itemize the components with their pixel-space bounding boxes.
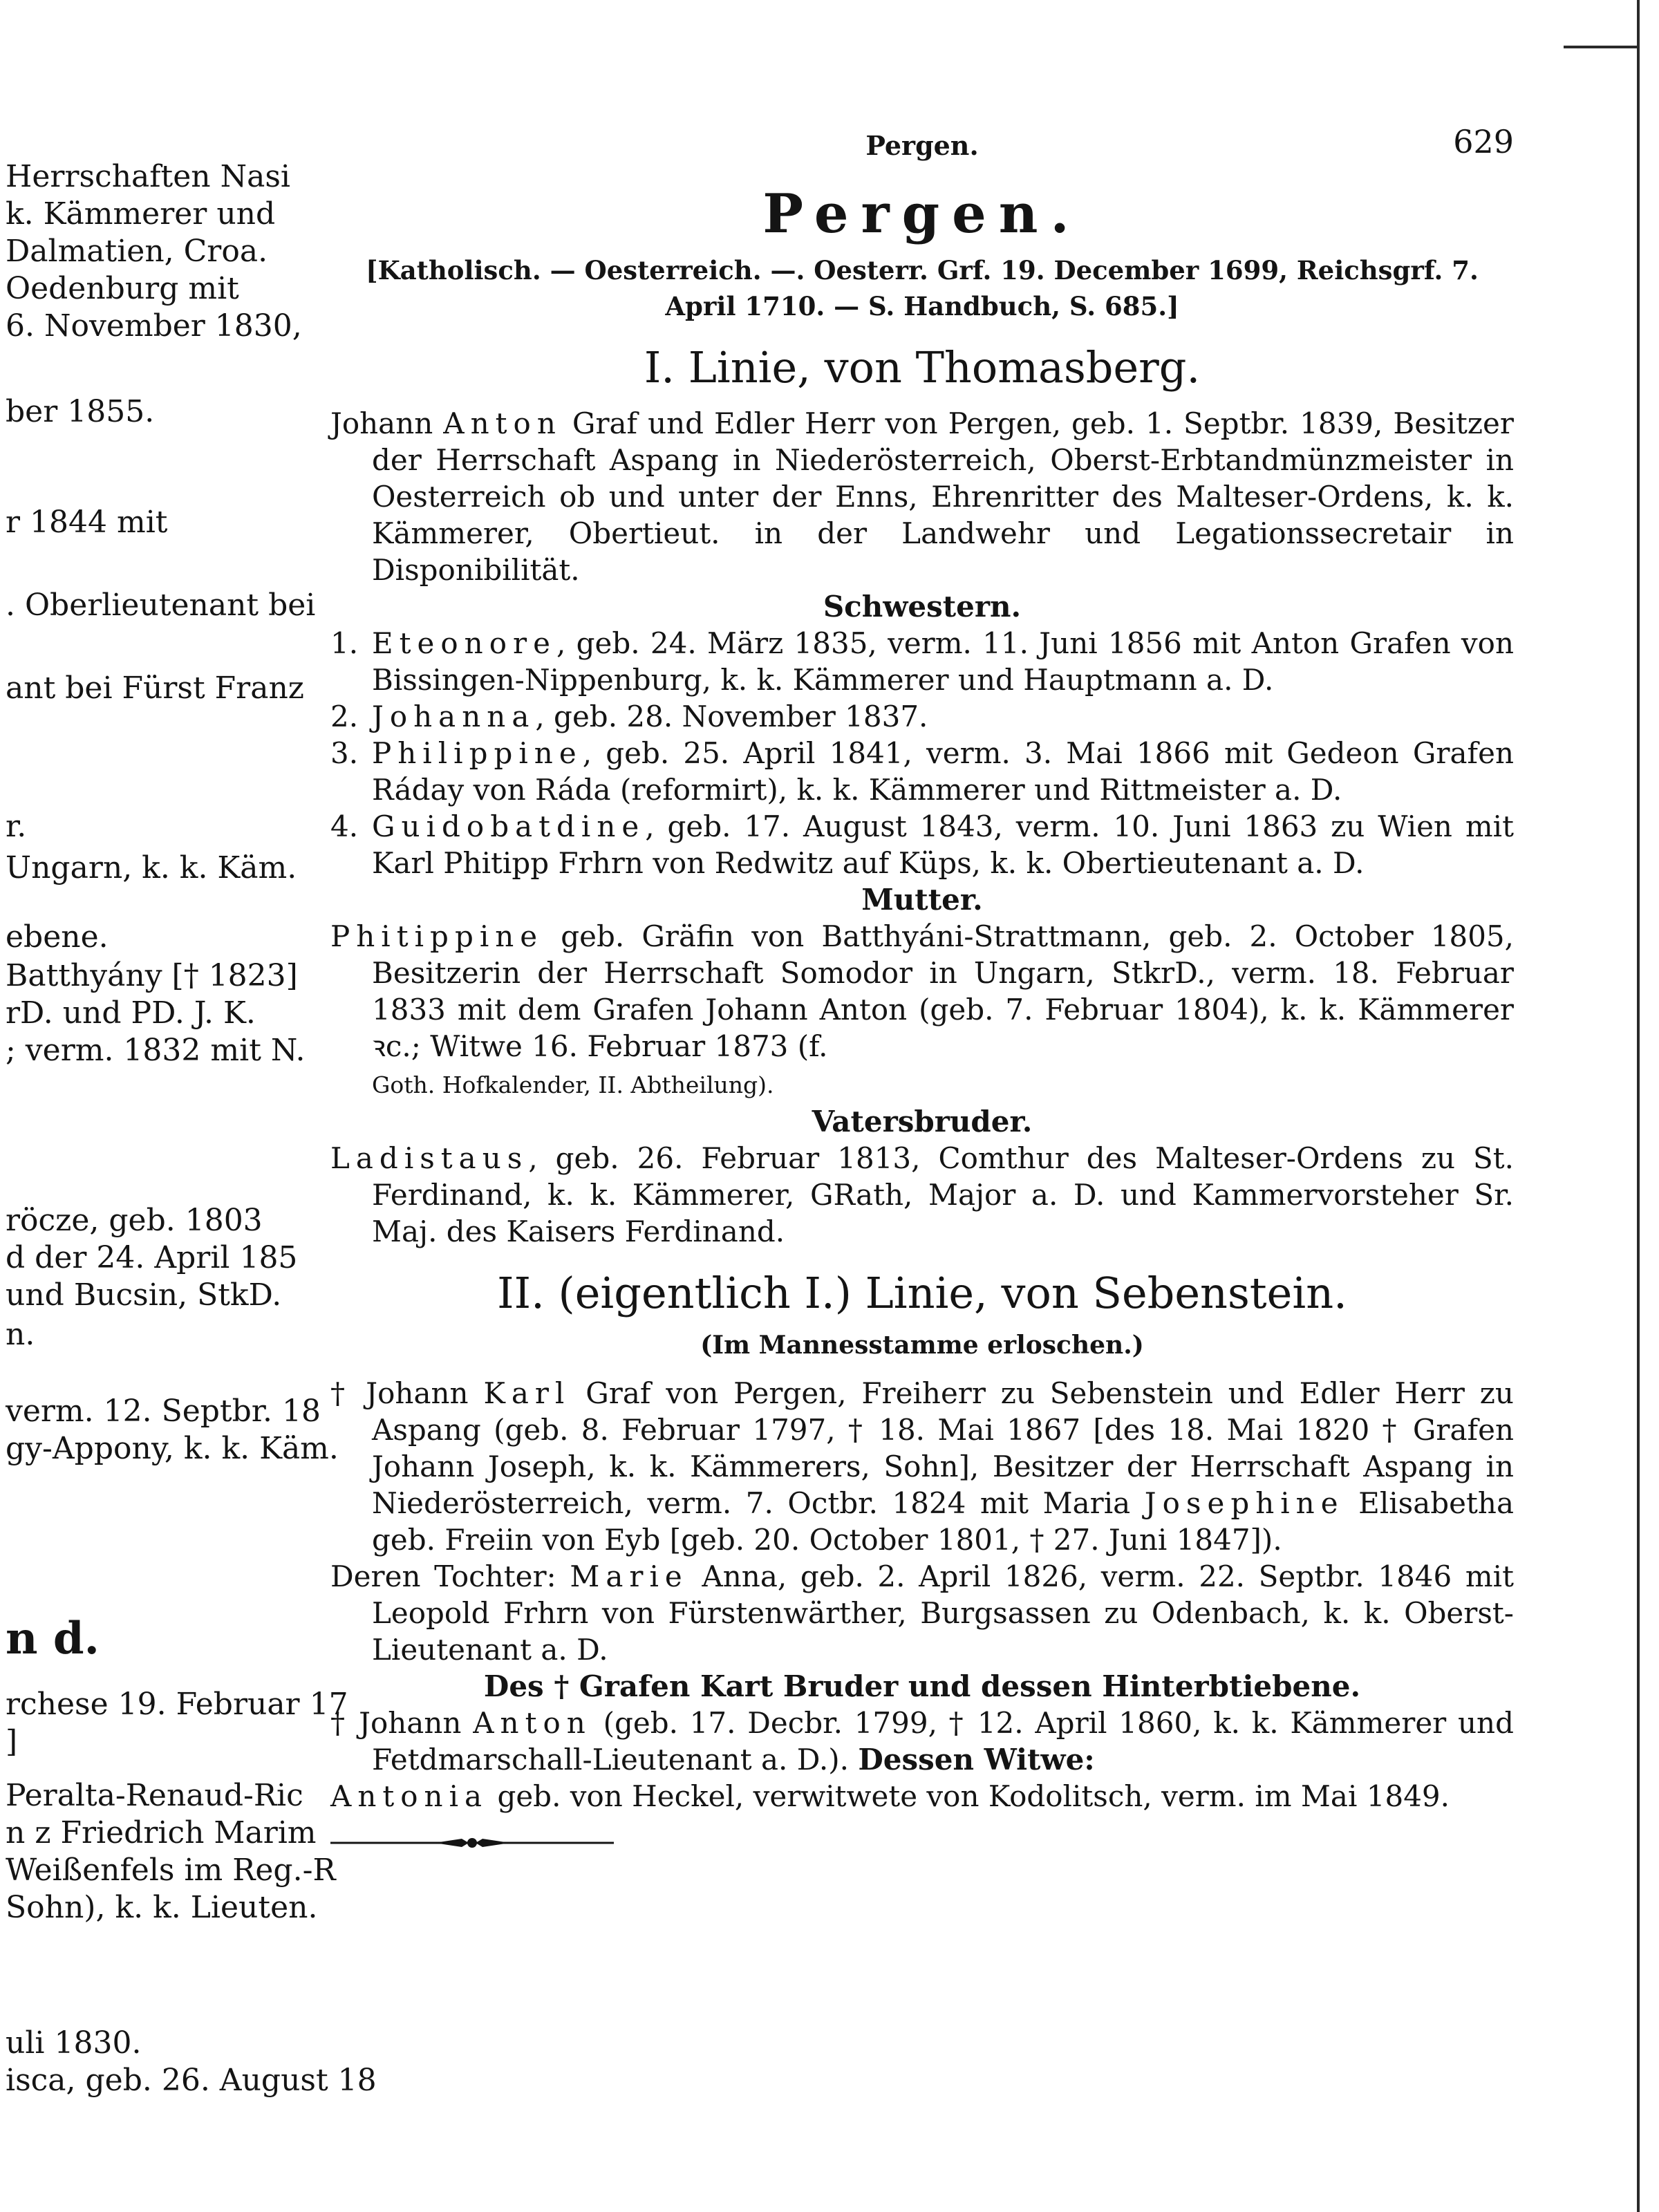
page-edge-line bbox=[1637, 0, 1640, 2212]
entry-text: , geb. 17. August 1843, verm. 10. Juni 1863 zu Wien mit Karl Phitipp Frhrn von Redwitz auf Küps, k. k. Obertieutenant a. D. bbox=[372, 809, 1514, 880]
entry-prefix: † Johann bbox=[330, 1706, 462, 1740]
uncle-heading: Vatersbruder. bbox=[812, 1105, 1033, 1138]
entry-text: , geb. 28. November 1837. bbox=[535, 700, 928, 733]
left-page-fragment bbox=[0, 159, 377, 2164]
widow-entry bbox=[330, 1778, 1514, 1815]
left-line: Ungarn, k. k. Käm. bbox=[6, 850, 297, 885]
brother-entry bbox=[330, 1705, 1514, 1778]
entry-name-spaced: Eteonore bbox=[372, 626, 556, 660]
entry-name-spaced: Philippine bbox=[372, 736, 583, 770]
entry-name-spaced: Antonia bbox=[330, 1779, 489, 1813]
left-line: 6. November 1830, bbox=[6, 308, 302, 344]
sister-entry bbox=[330, 625, 1514, 698]
entry-note: Goth. Hofkalender, II. Abtheilung). bbox=[372, 1071, 774, 1098]
entry-number: 4. bbox=[330, 809, 359, 843]
entry-name: Johann bbox=[330, 406, 433, 440]
page-title: Pergen. bbox=[762, 182, 1082, 245]
meta-line: April 1710. — S. Handbuch, S. 685.] bbox=[665, 291, 1179, 321]
entry-name-spaced: Josephine bbox=[1144, 1486, 1344, 1520]
entry-text: Anna, geb. 2. April 1826, verm. 22. Septbr. 1846 mit Leopold Frhrn von Fürstenwärther, Burgsassen zu Odenbach, k. k. Oberst-Lieutenant a. D. bbox=[372, 1559, 1514, 1667]
sister-entry bbox=[330, 808, 1514, 881]
left-line: d der 24. April 185 bbox=[6, 1240, 298, 1275]
left-line: ; verm. 1832 mit N. bbox=[6, 1033, 306, 1068]
running-head bbox=[330, 118, 1514, 173]
entry-number: 1. bbox=[330, 626, 359, 660]
entry-name-spaced: Phitippine bbox=[330, 919, 544, 953]
left-line: Oedenburg mit bbox=[6, 271, 239, 306]
left-line: Batthyány [† 1823] bbox=[6, 958, 298, 993]
entry-name-spaced: Ladistaus bbox=[330, 1141, 529, 1175]
entry-name-spaced: Guidobatdine bbox=[372, 809, 646, 843]
sister-entry bbox=[330, 698, 1514, 735]
entry-name-spaced: Karl bbox=[483, 1376, 571, 1410]
mother-entry bbox=[330, 918, 1514, 1103]
entry-text: geb. Gräfin von Batthyáni-Strattmann, geb. 2. October 1805, Besitzerin der Herrschaft Somodor in Ungarn, StkrD., verm. 18. Februar 1833 mit dem Grafen Johann Anton (geb. 7. Februar 1804), k. k. Kämmerer ꝛc.; Witwe 16. Februar 1873 (f. bbox=[372, 919, 1514, 1063]
left-line: ebene. bbox=[6, 919, 109, 955]
entry-name-spaced: Anton bbox=[473, 1706, 592, 1740]
page-edge-tick bbox=[1564, 46, 1640, 48]
left-line: n d. bbox=[6, 1613, 100, 1665]
left-line: Dalmatien, Croa. bbox=[6, 234, 268, 269]
entry-label: Dessen Witwe: bbox=[858, 1743, 1095, 1777]
section-heading-line-2: II. (eigentlich I.) Linie, von Sebenstein. bbox=[497, 1268, 1347, 1318]
left-line: ant bei Fürst Franz bbox=[6, 671, 304, 706]
entry-number: 3. bbox=[330, 736, 359, 770]
entry-text: Graf von Pergen, Freiherr zu Sebenstein und Edler Herr zu Aspang (geb. 8. Februar 1797, † 18. Mai 1867 [des 18. Mai 1820 † Grafen Johann Joseph, k. k. Kämmerers, Sohn], Besitzer der Herrschaft Aspang in Niederösterreich, verm. 7. Octbr. 1824 mit Maria bbox=[372, 1376, 1514, 1520]
entry-name-spaced: Marie bbox=[570, 1559, 688, 1593]
family-meta bbox=[330, 252, 1514, 324]
entry-text: geb. von Heckel, verwitwete von Kodolitsch, verm. im Mai 1849. bbox=[497, 1779, 1450, 1813]
entry-name-spaced: Anton bbox=[443, 406, 562, 440]
left-line: und Bucsin, StkD. bbox=[6, 1277, 282, 1313]
left-line: Peralta-Renaud-Ric bbox=[6, 1778, 303, 1813]
left-line: ber 1855. bbox=[6, 394, 155, 429]
entry-prefix: † Johann bbox=[330, 1376, 469, 1410]
left-line: Herrschaften Nasi bbox=[6, 159, 290, 194]
section-heading-line-1: I. Linie, von Thomasberg. bbox=[644, 342, 1201, 393]
entry-text: (geb. 17. Decbr. 1799, † 12. April 1860, k. k. Kämmerer und Fetdmarschall-Lieutenant a. D.). bbox=[372, 1706, 1514, 1777]
left-line: rchese 19. Februar 17 bbox=[6, 1687, 348, 1722]
page-number: 629 bbox=[1453, 123, 1514, 160]
head-of-house-entry bbox=[330, 405, 1514, 588]
left-line: uli 1830. bbox=[6, 2025, 142, 2061]
left-line: ] bbox=[6, 1724, 18, 1759]
entry-text: Elisabetha geb. Freiin von Eyb [geb. 20. October 1801, † 27. Juni 1847]). bbox=[372, 1486, 1514, 1557]
left-line: r. bbox=[6, 809, 27, 844]
left-line: Sohn), k. k. Lieuten. bbox=[6, 1890, 318, 1925]
entry-text: Graf und Edler Herr von Pergen, geb. 1. Septbr. 1839, Besitzer der Herrschaft Aspang in Niederösterreich, Oberst-Erbtandmünzmeister in Oesterreich ob und unter der Enns, Ehrenritter des Malteser-Ordens, k. k. Kämmerer, Obertieut. in der Landwehr und Legationssecretair in Disponibilität. bbox=[372, 406, 1514, 587]
ornament-divider bbox=[330, 1833, 614, 1853]
left-line: . Oberlieutenant bei bbox=[6, 588, 316, 623]
entry-number: 2. bbox=[330, 700, 359, 733]
left-line: röcze, geb. 1803 bbox=[6, 1203, 263, 1238]
daughter-entry bbox=[330, 1558, 1514, 1668]
entry-label: Deren Tochter: bbox=[330, 1559, 556, 1593]
running-title: Pergen. bbox=[865, 130, 979, 161]
sisters-heading: Schwestern. bbox=[823, 590, 1022, 624]
left-line: r 1844 mit bbox=[6, 505, 168, 540]
entry-text: , geb. 25. April 1841, verm. 3. Mai 1866 mit Gedeon Grafen Ráday von Ráda (reformirt), k. k. Kämmerer und Rittmeister a. D. bbox=[372, 736, 1514, 807]
left-line: isca, geb. 26. August 18 bbox=[6, 2063, 377, 2098]
mother-heading: Mutter. bbox=[861, 883, 983, 917]
entry-name-spaced: Johanna bbox=[372, 700, 536, 733]
uncle-entry bbox=[330, 1140, 1514, 1250]
left-line: n z Friedrich Marim bbox=[6, 1815, 317, 1850]
brother-heading: Des † Grafen Kart Bruder und dessen Hinterbtiebene. bbox=[483, 1669, 1361, 1703]
left-line: verm. 12. Septbr. 18 bbox=[6, 1394, 321, 1429]
left-line: gy-Appony, k. k. Käm. bbox=[6, 1431, 339, 1466]
meta-line: [Katholisch. — Oesterreich. —. Oesterr. Grf. 19. December 1699, Reichsgrf. 7. bbox=[366, 255, 1479, 285]
main-page bbox=[330, 118, 1514, 1856]
left-line: n. bbox=[6, 1317, 35, 1352]
left-line: rD. und PD. J. K. bbox=[6, 995, 256, 1031]
left-line: Weißenfels im Reg.-R bbox=[6, 1853, 336, 1888]
section-subtitle: (Im Mannesstamme erloschen.) bbox=[700, 1331, 1144, 1360]
sister-entry bbox=[330, 735, 1514, 808]
left-line: k. Kämmerer und bbox=[6, 196, 276, 232]
entry-text: , geb. 24. März 1835, verm. 11. Juni 1856 mit Anton Grafen von Bissingen-Nippenburg, k. k. Kämmerer und Hauptmann a. D. bbox=[372, 626, 1514, 697]
founder-entry bbox=[330, 1375, 1514, 1558]
entry-text: , geb. 26. Februar 1813, Comthur des Malteser-Ordens zu St. Ferdinand, k. k. Kämmerer, GRath, Major a. D. und Kammervorsteher Sr. Maj. des Kaisers Ferdinand. bbox=[372, 1141, 1514, 1248]
